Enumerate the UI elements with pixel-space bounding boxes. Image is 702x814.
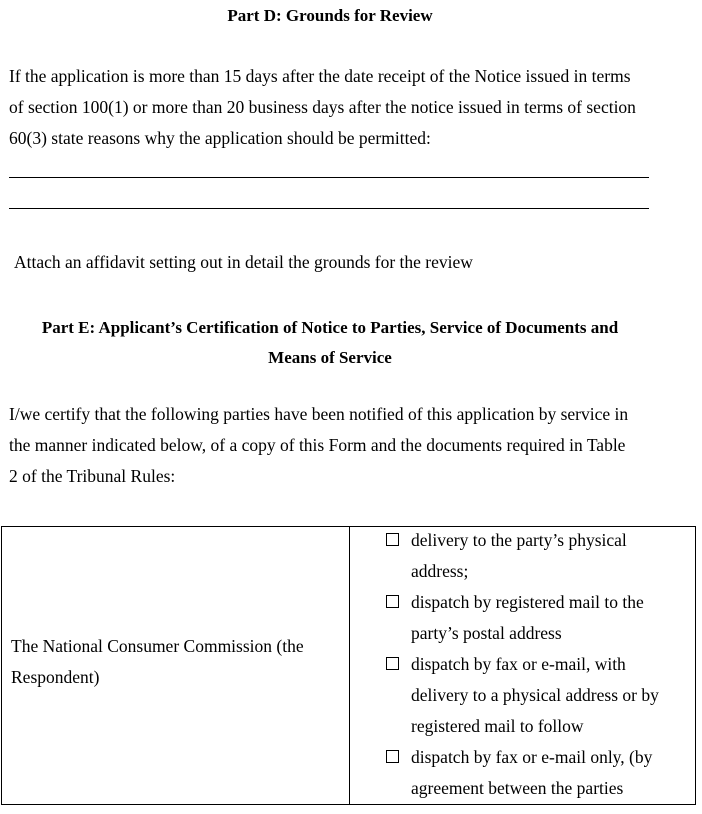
table-column-divider bbox=[349, 527, 350, 804]
part-e-title-line: Part E: Applicant’s Certification of Notice to Parties, Service of Documents and bbox=[41, 318, 619, 337]
option-text: agreement between the parties bbox=[411, 778, 624, 798]
part-e-title-line: Means of Service bbox=[268, 348, 392, 367]
option-text: address; bbox=[411, 561, 469, 581]
option-text: dispatch by registered mail to the bbox=[411, 592, 644, 612]
certification-line: 2 of the Tribunal Rules: bbox=[9, 466, 176, 486]
service-option-delivery bbox=[386, 525, 691, 587]
service-option-fax-email-only bbox=[386, 742, 691, 804]
part-e-certification bbox=[9, 399, 659, 492]
part-e-title bbox=[0, 313, 660, 373]
certification-line: I/we certify that the following parties have been notified of this application by service in bbox=[9, 404, 629, 424]
party-name-line: The National Consumer Commission (the bbox=[11, 636, 304, 656]
checkbox-delivery[interactable] bbox=[386, 533, 399, 546]
service-option-registered-mail bbox=[386, 587, 691, 649]
reasons-line-1[interactable] bbox=[9, 177, 649, 178]
service-table bbox=[1, 526, 696, 805]
part-d-instructions bbox=[9, 61, 659, 154]
reasons-line-2[interactable] bbox=[9, 208, 649, 209]
option-text: dispatch by fax or e-mail only, (by bbox=[411, 747, 653, 767]
party-cell bbox=[11, 631, 331, 693]
checkbox-fax-email-followup[interactable] bbox=[386, 657, 399, 670]
party-name-line: Respondent) bbox=[11, 667, 100, 687]
option-text: delivery to a physical address or by bbox=[411, 685, 659, 705]
option-text: party’s postal address bbox=[411, 623, 562, 643]
checkbox-fax-email-only[interactable] bbox=[386, 750, 399, 763]
option-text: dispatch by fax or e-mail, with bbox=[411, 654, 626, 674]
part-d-line: If the application is more than 15 days after the date receipt of the Notice issued in terms bbox=[9, 66, 631, 86]
service-options bbox=[386, 525, 691, 804]
part-d-line: 60(3) state reasons why the application should be permitted: bbox=[9, 128, 431, 148]
checkbox-registered-mail[interactable] bbox=[386, 595, 399, 608]
part-d-line: of section 100(1) or more than 20 business days after the notice issued in terms of section bbox=[9, 97, 636, 117]
option-text: delivery to the party’s physical bbox=[411, 530, 627, 550]
part-d-title: Part D: Grounds for Review bbox=[227, 6, 433, 25]
affidavit-instruction: Attach an affidavit setting out in detail the grounds for the review bbox=[14, 252, 473, 272]
service-option-fax-email-followup bbox=[386, 649, 691, 742]
option-text: registered mail to follow bbox=[411, 716, 584, 736]
certification-line: the manner indicated below, of a copy of this Form and the documents required in Table bbox=[9, 435, 626, 455]
